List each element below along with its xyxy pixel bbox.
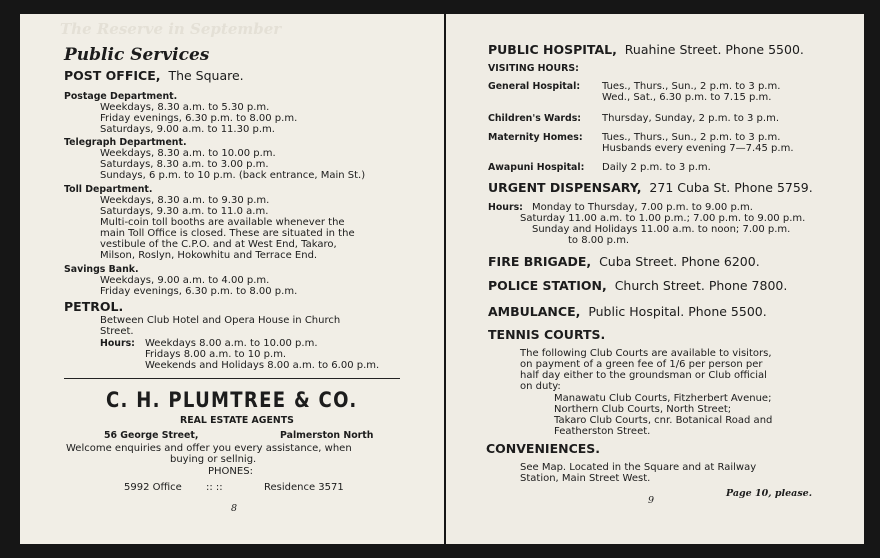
advertiser-name: C. H. PLUMTREE & CO. [106,388,358,412]
office-phone: 5992 Office [124,482,182,493]
divider-rule [64,378,400,379]
tennis-text: half day either to the groundsman or Club official [520,370,767,381]
petrol-hours-label: Hours: [100,338,135,349]
conveniences-heading: CONVENIENCES. [486,441,601,456]
page-number: 8 [231,503,238,514]
petrol-hours: Weekends and Holidays 8.00 a.m. to 6.00 p.m. [145,360,380,371]
advertiser-city: Palmerston North [280,430,374,441]
right-page [446,14,864,544]
tennis-text: The following Club Courts are available to visitors, [520,348,772,359]
ambulance-heading: AMBULANCE, Public Hospital. Phone 5500. [488,304,767,319]
tennis-courts-heading: TENNIS COURTS. [488,327,606,342]
tennis-court-item: Featherston Street. [554,426,651,437]
police-station-heading: POLICE STATION, Church Street. Phone 7800. [488,278,788,293]
general-hospital-hours: Wed., Sat., 6.30 p.m. to 7.15 p.m. [602,92,772,103]
conveniences-text: Station, Main Street West. [520,473,651,484]
telegraph-line: Sundays, 6 p.m. to 10 p.m. (back entrance, Main St.) [100,170,366,181]
advertiser-address: 56 George Street, [104,430,199,441]
postage-line: Weekdays, 8.30 a.m. to 5.30 p.m. [100,102,270,113]
childrens-wards-label: Children's Wards: [488,113,582,124]
residence-phone: Residence 3571 [264,482,344,493]
petrol-line: Between Club Hotel and Opera House in Church [100,315,341,326]
tennis-text: on duty: [520,381,561,392]
continued-note: Page 10, please. [726,488,813,499]
toll-line: Saturdays, 9.30 a.m. to 11.0 a.m. [100,206,269,217]
urgent-dispensary-heading: URGENT DISPENSARY, 271 Cuba St. Phone 5759. [488,180,813,195]
advertiser-tagline: REAL ESTATE AGENTS [180,415,294,426]
toll-line: Multi-coin toll booths are available whenever the [100,217,345,228]
petrol-heading: PETROL. [64,299,124,314]
left-page: The Reserve in September Public Services POST OFFICE, The Square. Postage Department. Weekdays, 8.30 a.m. to 5.30 p.m. Friday evenings, 6.30 p.m. to 8.00 p.m. Saturdays, 9.00 a.m. to 11.30 p.m. Telegraph Department. Weekdays, 8.30 a.m. to 10.00 p.m. Saturdays, 8.30 a.m. to 3.00 p.m. Sundays, 6 p.m. to 10 p.m. (back entrance, Main St.) Toll Department. Weekdays, 8.30 a.m. to 9.30 p.m. Saturdays, 9.30 a.m. to 11.0 a.m. Multi-coin toll booths are available whenever the main Toll Office is closed. These are situated in the vestibule of the C.P.O. and at West End, Takaro, Milson, Roslyn, Hokowhitu and Terrace End. Savings Bank. Weekdays, 9.00 a.m. to 4.00 p.m. Friday evenings, 6.30 p.m. to 8.00 p.m. PETROL. Between Club Hotel and Opera House in Church Street. Hours: Weekdays 8.00 a.m. to 10.00 p.m. Fridays 8.00 a.m. to 10 p.m. Weekends and Holidays 8.00 a.m. to 6.00 p.m. C. H. PLUMTREE & CO. REAL ESTATE AGENTS 56 George Street, Palmerston North Welcome enquiries and offer you every assistance, when buying or sellnig. PHONES: 5992 Office :: :: Residence 3571 8 [20,14,444,544]
petrol-line: Street. [100,326,134,337]
urgent-hours: Monday to Thursday, 7.00 p.m. to 9.00 p.m. [532,202,753,213]
postage-line: Saturdays, 9.00 a.m. to 11.30 p.m. [100,124,275,135]
urgent-hours: Saturday 11.00 a.m. to 1.00 p.m.; 7.00 p.m. to 9.00 p.m. [520,213,806,224]
toll-line: main Toll Office is closed. These are situated in the [100,228,355,239]
postage-heading: Postage Department. [64,91,178,102]
section-title: Public Services [64,45,210,65]
general-hospital-label: General Hospital: [488,81,581,92]
savings-line: Weekdays, 9.00 a.m. to 4.00 p.m. [100,275,270,286]
urgent-hours-label: Hours: [488,202,523,213]
phones-label: PHONES: [208,466,253,477]
advertiser-body: Welcome enquiries and offer you every assistance, when [66,443,352,454]
petrol-hours: Weekdays 8.00 a.m. to 10.00 p.m. [145,338,318,349]
urgent-hours: to 8.00 p.m. [568,235,630,246]
telegraph-line: Saturdays, 8.30 a.m. to 3.00 p.m. [100,159,269,170]
general-hospital-hours: Tues., Thurs., Sun., 2 p.m. to 3 p.m. [602,81,781,92]
awapuni-label: Awapuni Hospital: [488,162,585,173]
hospital-heading: PUBLIC HOSPITAL, Ruahine Street. Phone 5500. [488,42,804,57]
maternity-hours: Husbands every evening 7—7.45 p.m. [602,143,794,154]
urgent-hours: Sunday and Holidays 11.00 a.m. to noon; 7.00 p.m. [532,224,791,235]
maternity-hours: Tues., Thurs., Sun., 2 p.m. to 3 p.m. [602,132,781,143]
page-number: 9 [648,495,655,506]
tennis-court-item: Takaro Club Courts, cnr. Botanical Road and [554,415,773,426]
phone-separator: :: :: [206,482,223,493]
conveniences-text: See Map. Located in the Square and at Railway [520,462,757,473]
savings-heading: Savings Bank. [64,264,139,275]
advertiser-body: buying or sellnig. [170,454,257,465]
tennis-court-item: Northern Club Courts, North Street; [554,404,732,415]
savings-line: Friday evenings, 6.30 p.m. to 8.00 p.m. [100,286,298,297]
post-office-heading: POST OFFICE, The Square. [64,68,244,83]
visiting-hours-label: VISITING HOURS: [488,63,579,74]
fire-brigade-heading: FIRE BRIGADE, Cuba Street. Phone 6200. [488,254,760,269]
petrol-hours: Fridays 8.00 a.m. to 10 p.m. [145,349,287,360]
tennis-text: on payment of a green fee of 1/6 per person per [520,359,763,370]
childrens-wards-hours: Thursday, Sunday, 2 p.m. to 3 p.m. [602,113,780,124]
postage-line: Friday evenings, 6.30 p.m. to 8.00 p.m. [100,113,298,124]
awapuni-hours: Daily 2 p.m. to 3 p.m. [602,162,711,173]
toll-line: vestibule of the C.P.O. and at West End, Takaro, [100,239,337,250]
tennis-court-item: Manawatu Club Courts, Fitzherbert Avenue; [554,393,772,404]
toll-line: Milson, Roslyn, Hokowhitu and Terrace End. [100,250,318,261]
toll-heading: Toll Department. [64,184,153,195]
telegraph-heading: Telegraph Department. [64,137,187,148]
telegraph-line: Weekdays, 8.30 a.m. to 10.00 p.m. [100,148,276,159]
maternity-label: Maternity Homes: [488,132,583,143]
toll-line: Weekdays, 8.30 a.m. to 9.30 p.m. [100,195,270,206]
